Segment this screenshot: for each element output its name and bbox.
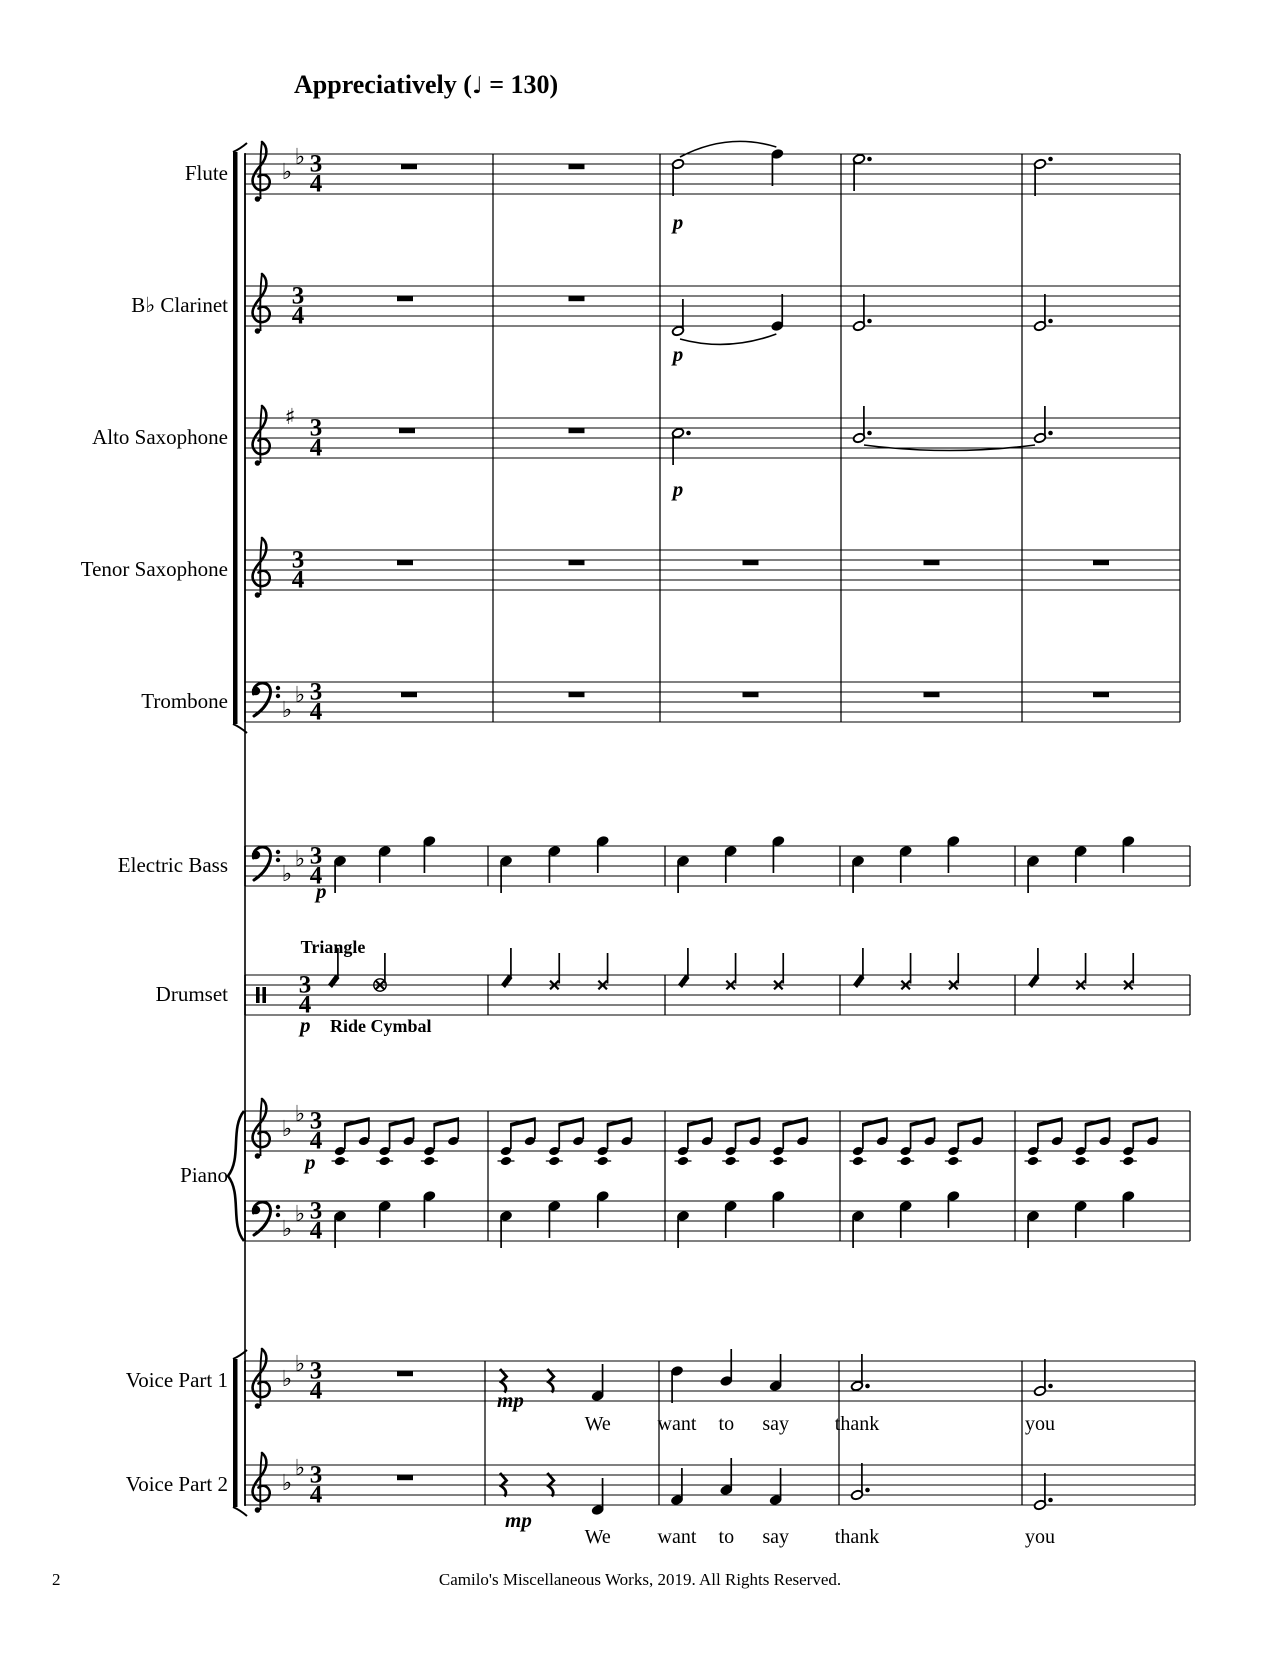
flat-sign: ♭	[294, 683, 306, 708]
lyric-syllable: you	[1025, 1526, 1055, 1548]
flat-sign: ♭	[294, 1102, 306, 1127]
bracket	[233, 152, 238, 724]
measure	[852, 153, 871, 191]
time-signature-denominator: 4	[291, 302, 305, 330]
whole-rest	[397, 296, 413, 301]
measure	[671, 294, 783, 344]
measure	[569, 560, 585, 565]
measure	[743, 692, 759, 697]
lyric-syllable: to	[718, 1413, 735, 1435]
whole-rest	[569, 428, 585, 433]
tempo-marking	[294, 70, 558, 100]
flat-sign: ♭	[281, 1117, 293, 1142]
whole-rest	[397, 1371, 413, 1376]
measure	[397, 1371, 413, 1376]
staff-drums	[245, 948, 1190, 1019]
measure	[676, 835, 784, 893]
whole-rest	[924, 560, 940, 565]
time-signature-numerator: 3	[309, 150, 323, 178]
measure	[399, 428, 415, 433]
time-signature-denominator: 4	[309, 1377, 323, 1405]
flat-sign: ♭	[281, 862, 293, 887]
time-signature-numerator: 3	[309, 1357, 323, 1385]
staff-clarinet	[245, 274, 1180, 344]
staff-label-voice-part-2: Voice Part 2	[125, 1472, 228, 1496]
measure	[675, 1117, 809, 1166]
whole-rest	[569, 692, 585, 697]
measure	[1025, 1117, 1159, 1166]
flat-sign: ♭	[281, 1367, 293, 1392]
staff-label-electric-bass: Electric Bass	[117, 853, 228, 877]
measure	[332, 1117, 460, 1166]
time-signature-denominator: 4	[309, 434, 323, 462]
measure	[397, 560, 413, 565]
whole-rest	[569, 296, 585, 301]
dynamic-marking: p	[672, 210, 684, 234]
flat-sign: ♭	[281, 1471, 293, 1496]
staff-label-tenor-sax: Tenor Saxophone	[80, 557, 228, 581]
dynamic-marking: p	[300, 1013, 311, 1037]
time-signature-denominator: 4	[309, 1481, 323, 1509]
measure	[569, 296, 585, 301]
measure	[401, 692, 417, 697]
tempo-text: Appreciatively (	[294, 70, 472, 99]
group-brackets	[228, 143, 247, 1516]
measure	[499, 835, 609, 893]
measure	[401, 164, 417, 169]
measure	[1028, 948, 1133, 989]
staff-label-trombone: Trombone	[141, 689, 228, 713]
staff-pianoLH	[245, 1190, 1190, 1248]
measure	[1093, 692, 1109, 697]
time-signature-denominator: 4	[309, 862, 323, 890]
measure	[850, 1354, 869, 1392]
tempo-bpm: = 130)	[482, 70, 559, 99]
bracket	[233, 1359, 238, 1507]
whole-rest	[743, 692, 759, 697]
barlines	[245, 150, 1195, 1506]
time-signature-denominator: 4	[309, 1217, 323, 1245]
flat-sign: ♭	[281, 160, 293, 185]
time-signature-numerator: 3	[309, 1461, 323, 1489]
staff-label-piano: Piano	[180, 1163, 228, 1187]
whole-rest	[924, 692, 940, 697]
measure	[678, 948, 783, 989]
time-signature-denominator: 4	[291, 566, 305, 594]
dynamic-marking: p	[305, 1150, 316, 1174]
measure	[851, 835, 959, 893]
dynamic-marking: mp	[505, 1508, 532, 1532]
flat-sign: ♭	[281, 698, 293, 723]
staff-alto	[245, 405, 1180, 466]
staff-voice1	[245, 1349, 1195, 1409]
time-signature-numerator: 3	[309, 1197, 323, 1225]
lyric-syllable: say	[762, 1526, 790, 1548]
lyric-syllable: thank	[834, 1526, 880, 1548]
time-signature-numerator: 3	[309, 842, 323, 870]
measure	[397, 296, 413, 301]
measure	[924, 560, 940, 565]
lyric-syllable: to	[718, 1526, 735, 1548]
staff-trombone	[245, 679, 1180, 726]
whole-rest	[1093, 560, 1109, 565]
lyric-syllable: want	[657, 1526, 697, 1548]
flat-sign: ♭	[294, 1352, 306, 1377]
measure	[1026, 835, 1134, 893]
measure	[853, 948, 958, 989]
whole-rest	[397, 1475, 413, 1480]
whole-rest	[401, 164, 417, 169]
staff-ebass	[245, 835, 1190, 893]
measure	[498, 1117, 633, 1166]
measure	[743, 560, 759, 565]
flat-sign: ♭	[294, 1456, 306, 1481]
page-number: 2	[52, 1570, 61, 1589]
measure	[676, 1190, 784, 1248]
dynamic-marking: p	[672, 477, 684, 501]
slur	[680, 141, 776, 157]
time-signature-numerator: 3	[291, 282, 305, 310]
staff-label-clarinet: B♭ Clarinet	[131, 293, 228, 317]
measure	[499, 1190, 609, 1248]
time-signature-denominator: 4	[309, 1127, 323, 1155]
staff-label-alto-sax: Alto Saxophone	[92, 425, 228, 449]
flat-sign: ♭	[294, 1202, 306, 1227]
whole-rest	[743, 560, 759, 565]
measure	[397, 1475, 413, 1480]
dynamic-marking: p	[672, 342, 684, 366]
lyric-syllable: want	[657, 1413, 697, 1435]
time-signature-denominator: 4	[298, 991, 312, 1019]
measure	[569, 428, 585, 433]
flat-sign: ♭	[294, 145, 306, 170]
measure	[670, 1349, 782, 1403]
lyric-syllable: We	[584, 1526, 611, 1548]
time-signature-denominator: 4	[309, 170, 323, 198]
lyric-syllable: We	[584, 1413, 611, 1435]
percussion-label-triangle: Triangle	[300, 937, 366, 957]
time-signature-numerator: 3	[309, 1107, 323, 1135]
quarter-note-icon: ♩	[471, 73, 483, 99]
staff-label-voice-part-1: Voice Part 1	[125, 1368, 228, 1392]
staff-tenor	[245, 538, 1180, 598]
time-signature-denominator: 4	[309, 698, 323, 726]
measure	[1093, 560, 1109, 565]
footer-copyright: Camilo's Miscellaneous Works, 2019. All Rights Reserved.	[438, 1570, 842, 1589]
staff-voice2	[245, 1453, 1195, 1516]
whole-rest	[1093, 692, 1109, 697]
measure	[850, 1117, 984, 1166]
staff-label-flute: Flute	[184, 161, 228, 185]
time-signature-numerator: 3	[291, 546, 305, 574]
dynamic-marking: mp	[497, 1388, 524, 1412]
time-signature-numerator: 3	[309, 678, 323, 706]
lyric-syllable: say	[762, 1413, 790, 1435]
staff-label-drumset: Drumset	[155, 982, 228, 1006]
time-signature-numerator: 3	[309, 414, 323, 442]
measure	[924, 692, 940, 697]
flat-sign: ♭	[294, 847, 306, 872]
flat-sign: ♭	[281, 1217, 293, 1242]
lyric-syllable: thank	[834, 1413, 880, 1435]
sharp-sign: ♯	[284, 405, 296, 430]
measure	[569, 164, 585, 169]
measure	[671, 427, 690, 465]
piano-brace	[228, 1111, 244, 1241]
measure	[851, 1190, 959, 1248]
slur	[680, 334, 776, 344]
whole-rest	[397, 560, 413, 565]
measure	[671, 141, 783, 196]
measure	[501, 948, 608, 989]
staff-pianoRH	[245, 1099, 1190, 1166]
whole-rest	[401, 692, 417, 697]
measure	[333, 1190, 435, 1248]
dynamic-marking: p	[316, 879, 327, 903]
whole-rest	[399, 428, 415, 433]
whole-rest	[569, 560, 585, 565]
staff-flute	[245, 141, 1180, 201]
time-signature-numerator: 3	[298, 971, 312, 999]
measure	[1033, 157, 1052, 196]
measure	[1026, 1190, 1134, 1248]
measure	[333, 835, 435, 893]
whole-rest	[569, 164, 585, 169]
percussion-label-ride-cymbal: Ride Cymbal	[330, 1016, 432, 1036]
lyric-syllable: you	[1025, 1413, 1055, 1435]
measure	[569, 692, 585, 697]
